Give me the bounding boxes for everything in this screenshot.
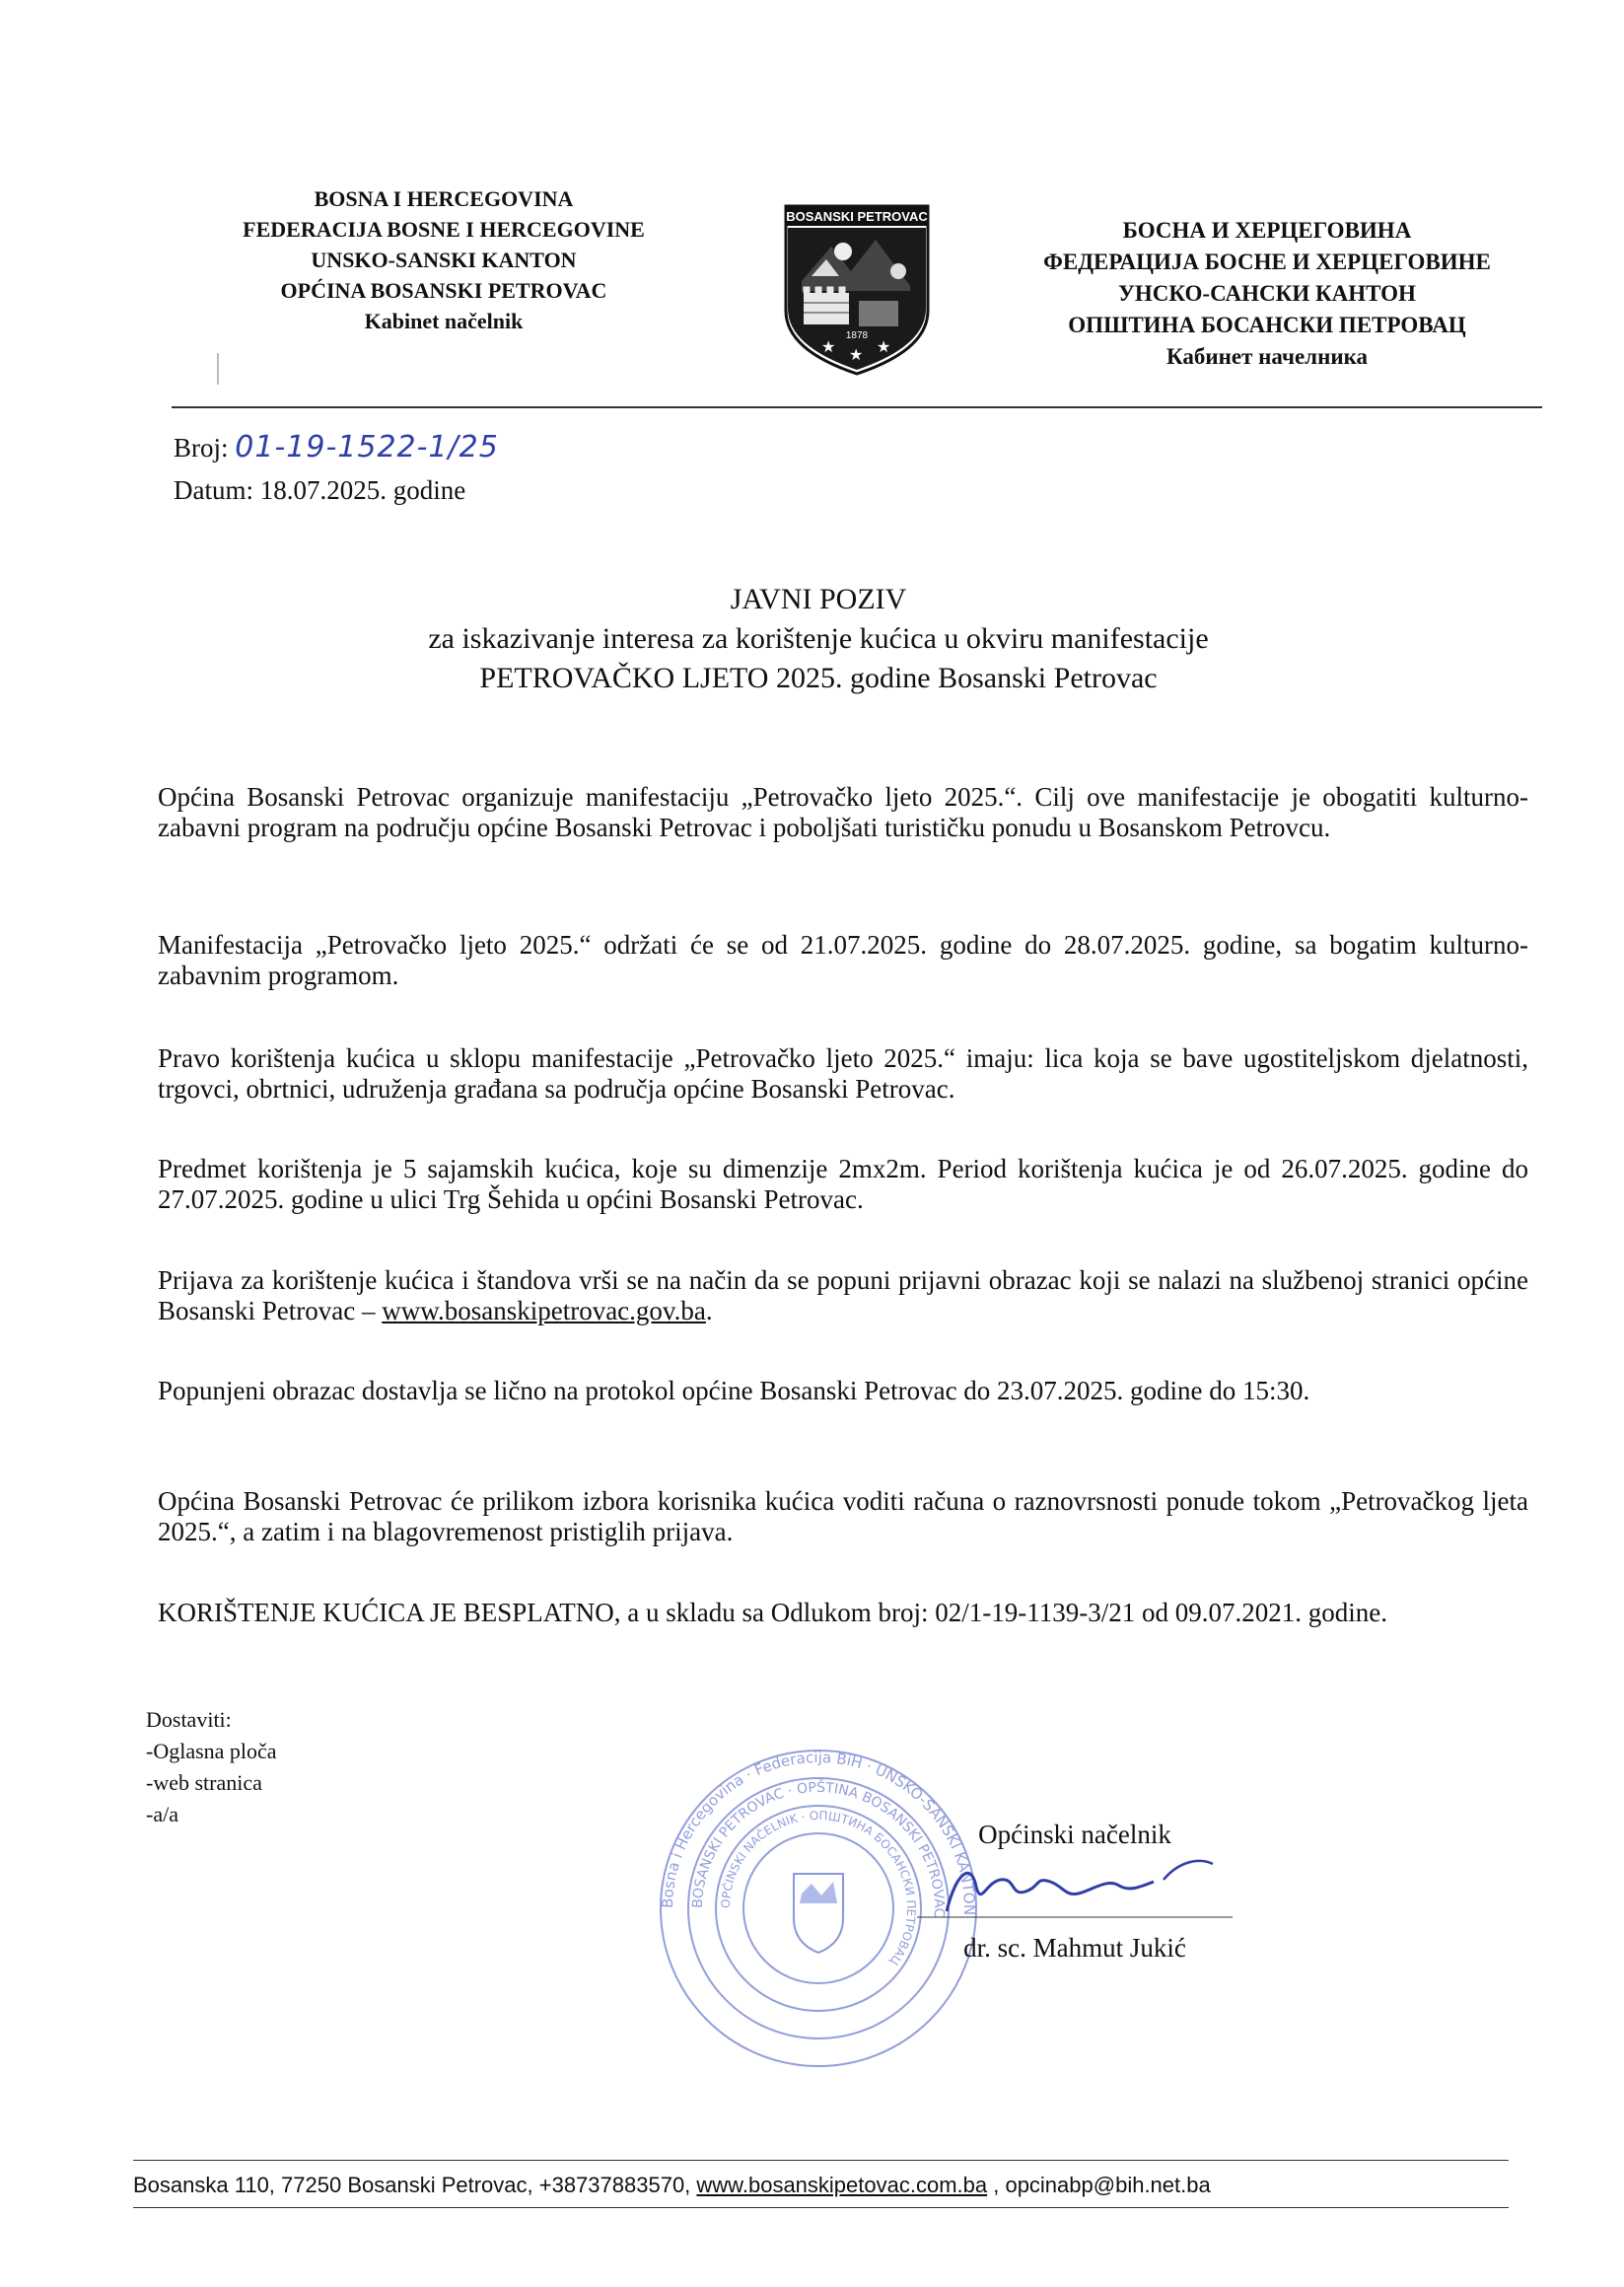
header-left-line: FEDERACIJA BOSNE I HERCEGOVINE: [243, 217, 645, 242]
paragraph-subject: Predmet korištenja je 5 sajamskih kućica, koje su dimenzije 2mx2m. Period korištenja kućica je od 26.07.2025. godine do 27.07.2025. godine u ulici Trg Šehida u općini Bosanski Petrovac.: [158, 1154, 1528, 1214]
signatory-name: dr. sc. Mahmut Jukić: [963, 1933, 1186, 1963]
header-left-line: UNSKO-SANSKI KANTON: [311, 248, 577, 272]
header-left-line: BOSNA I HERCEGOVINA: [314, 186, 574, 211]
paragraph-selection: Općina Bosanski Petrovac će prilikom izbora korisnika kućica voditi računa o raznovrsnosti ponude tokom „Petrovačkog ljeta 2025.“, a zatim i na blagovremenost pristiglih prijava.: [158, 1486, 1528, 1546]
broj-handwritten-value: 01-19-1522-1/25: [235, 430, 499, 465]
distribution-list: [146, 1704, 277, 1830]
paragraph-intro: Općina Bosanski Petrovac organizuje manifestaciju „Petrovačko ljeto 2025.“. Cilj ove manifestacije je obogatiti kulturno- zabavni program na području općine Bosanski Petrovac i poboljšati turističku ponudu u Bosanskom Petrovcu.: [158, 782, 1528, 842]
datum-line: Datum: 18.07.2025. godine: [174, 475, 466, 505]
header-rule: [172, 406, 1542, 408]
header-right-line: ОПШТИНА БОСАНСКИ ПЕТРОВАЦ: [1068, 313, 1466, 337]
distribution-item: -a/a: [146, 1802, 178, 1826]
paragraph-free-use: KORIŠTENJE KUĆICA JE BESPLATNO, a u skladu sa Odlukom broj: 02/1-19-1139-3/21 od 09.07.2021. godine.: [158, 1598, 1387, 1627]
handwritten-signature: [917, 1852, 1233, 1921]
header-right-line: УНСКО-САНСКИ КАНТОН: [1118, 281, 1416, 306]
title-line-2: za iskazivanje interesa za korištenje kućica u okviru manifestacije: [428, 622, 1209, 655]
crest-label: BOSANSKI PETROVAC: [786, 209, 928, 224]
header-right-line: БОСНА И ХЕРЦЕГОВИНА: [1122, 218, 1412, 243]
title-line-3: PETROVAČKO LJETO 2025. godine Bosanski Petrovac: [479, 662, 1158, 694]
document-title: [197, 580, 1440, 698]
header-right-line: ФЕДЕРАЦИЈА БОСНЕ И ХЕРЦЕГОВИНЕ: [1043, 250, 1491, 274]
paragraph-eligibility: Pravo korištenja kućica u sklopu manifestacije „Petrovačko ljeto 2025.“ imaju: lica koja se bave ugostiteljskom djelatnosti, trgovci, obrtnici, udruženja građana sa područja općine Bosanski Petrovac.: [158, 1043, 1528, 1104]
website-link[interactable]: www.bosanskipetrovac.gov.ba: [382, 1296, 706, 1325]
distribution-item: -web stranica: [146, 1770, 262, 1795]
footer-email[interactable]: opcinabp@bih.net.ba: [1005, 2173, 1211, 2197]
title-line-1: JAVNI POZIV: [730, 583, 907, 615]
footer-rule-top: [133, 2160, 1509, 2161]
svg-text:★: ★: [849, 345, 864, 364]
broj-line: [174, 430, 499, 465]
footer-website-link[interactable]: www.bosanskipetovac.com.ba: [696, 2173, 988, 2197]
svg-text:★: ★: [821, 337, 836, 356]
crest-year: 1878: [845, 330, 869, 341]
distribution-item: -Oglasna ploča: [146, 1739, 277, 1763]
header-left-block: [168, 183, 720, 336]
svg-text:★: ★: [877, 337, 891, 356]
municipality-crest: [782, 202, 932, 378]
broj-label: Broj:: [174, 433, 229, 463]
footer-contact: Bosanska 110, 77250 Bosanski Petrovac, +38737883570, www.bosanskipetovac.com.ba , opcinabp@bih.net.ba: [133, 2173, 1211, 2197]
header-left-line: Kabinet načelnik: [364, 309, 524, 333]
paragraph-dates: Manifestacija „Petrovačko ljeto 2025.“ održati će se od 21.07.2025. godine do 28.07.2025. godine, sa bogatim kulturno-zabavnim programom.: [158, 930, 1528, 990]
paragraph-application: Prijava za korištenje kućica i štandova vrši se na način da se popuni prijavni obrazac koji se nalazi na službenoj stranici općine Bosanski Petrovac – www.bosanskipetrovac.gov.ba.: [158, 1265, 1528, 1325]
margin-mark: [217, 353, 219, 385]
distribution-label: Dostaviti:: [146, 1707, 232, 1732]
stamp-inner-text: OPĆINSKI NAČELNIK · ОПШТИНА БОСАНСКИ ПЕТРОВАЦ: [718, 1808, 919, 1968]
signature-block: [917, 1817, 1233, 1965]
paragraph-deadline: Popunjeni obrazac dostavlja se lično na protokol općine Bosanski Petrovac do 23.07.2025. godine do 15:30.: [158, 1376, 1310, 1405]
footer-rule-bottom: [133, 2207, 1509, 2208]
stamp-middle-text: BOSANSKI PETROVAC · OPŠTINA BOSANSKI PETROVAC: [689, 1779, 948, 1918]
signature-title: Općinski načelnik: [978, 1820, 1171, 1849]
header-left-line: OPĆINA BOSANSKI PETROVAC: [280, 278, 607, 303]
header-right-block: [986, 215, 1548, 373]
header-right-line: Кабинет начелника: [1166, 344, 1368, 369]
stamp-outer-text: Bosna i Hercegovina · Federacija BiH · UNSKO-SANSKI KANTON: [658, 1748, 979, 1916]
